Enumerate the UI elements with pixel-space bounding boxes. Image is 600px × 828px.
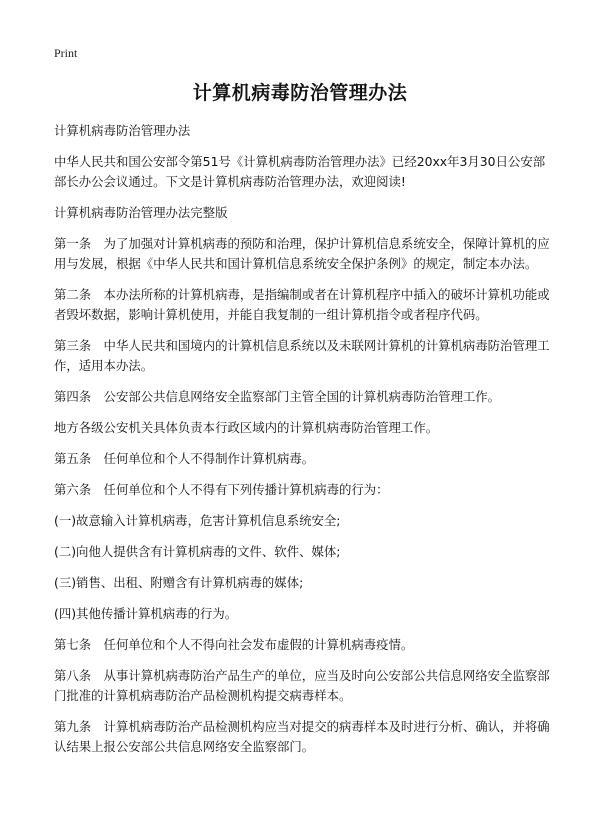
article-7: 第七条 任何单位和个人不得向社会发布虚假的计算机病毒疫情。 bbox=[54, 637, 414, 652]
article-1: 第一条 为了加强对计算机病毒的预防和治理，保护计算机信息系统安全，保障计算机的应用与发展，根据《中华人民共和国计算机信息系统安全保护条例》的规定，制定本办法。 bbox=[54, 236, 550, 271]
article-8: 第八条 从事计算机病毒防治产品生产的单位，应当及时向公安部公共信息网络安全监察部门批准的计算机病毒防治产品检测机构提交病毒样本。 bbox=[54, 668, 550, 703]
article-6: 第六条 任何单位和个人不得有下列传播计算机病毒的行为： bbox=[54, 482, 389, 497]
article-6-item-3: (三)销售、出租、附赠含有计算机病毒的媒体; bbox=[54, 575, 304, 590]
article-9: 第九条 计算机病毒防治产品检测机构应当对提交的病毒样本及时进行分析、确认，并将确认结果上报公安部公共信息网络安全监察部门。 bbox=[54, 719, 550, 754]
article-5: 第五条 任何单位和个人不得制作计算机病毒。 bbox=[54, 451, 315, 466]
article-6-item-2: (二)向他人提供含有计算机病毒的文件、软件、媒体; bbox=[54, 544, 341, 559]
article-6-item-4: (四)其他传播计算机病毒的行为。 bbox=[54, 606, 238, 621]
article-4: 第四条 公安部公共信息网络安全监察部门主管全国的计算机病毒防治管理工作。 bbox=[54, 389, 501, 404]
article-4-local-responsibility: 地方各级公安机关具体负责本行政区域内的计算机病毒防治管理工作。 bbox=[54, 420, 439, 435]
paragraph-full-version-heading: 计算机病毒防治管理办法完整版 bbox=[54, 205, 228, 220]
paragraph-intro: 中华人民共和国公安部令第51号《计算机病毒防治管理办法》已经20xx年3月30日公安部部长办公会议通过。下文是计算机病毒防治管理办法，欢迎阅读! bbox=[54, 154, 546, 189]
document-title: 计算机病毒防治管理办法 bbox=[192, 82, 408, 104]
article-3: 第三条 中华人民共和国境内的计算机信息系统以及未联网计算机的计算机病毒防治管理工作，适用本办法。 bbox=[54, 338, 550, 373]
paragraph-subtitle: 计算机病毒防治管理办法 bbox=[54, 123, 191, 138]
article-6-item-1: (一)故意输入计算机病毒，危害计算机信息系统安全; bbox=[54, 513, 341, 528]
document-body bbox=[54, 121, 554, 768]
print-link[interactable]: Print bbox=[54, 46, 78, 60]
article-2: 第二条 本办法所称的计算机病毒，是指编制或者在计算机程序中插入的破坏计算机功能或者毁坏数据，影响计算机使用，并能自我复制的一组计算机指令或者程序代码。 bbox=[54, 287, 550, 322]
